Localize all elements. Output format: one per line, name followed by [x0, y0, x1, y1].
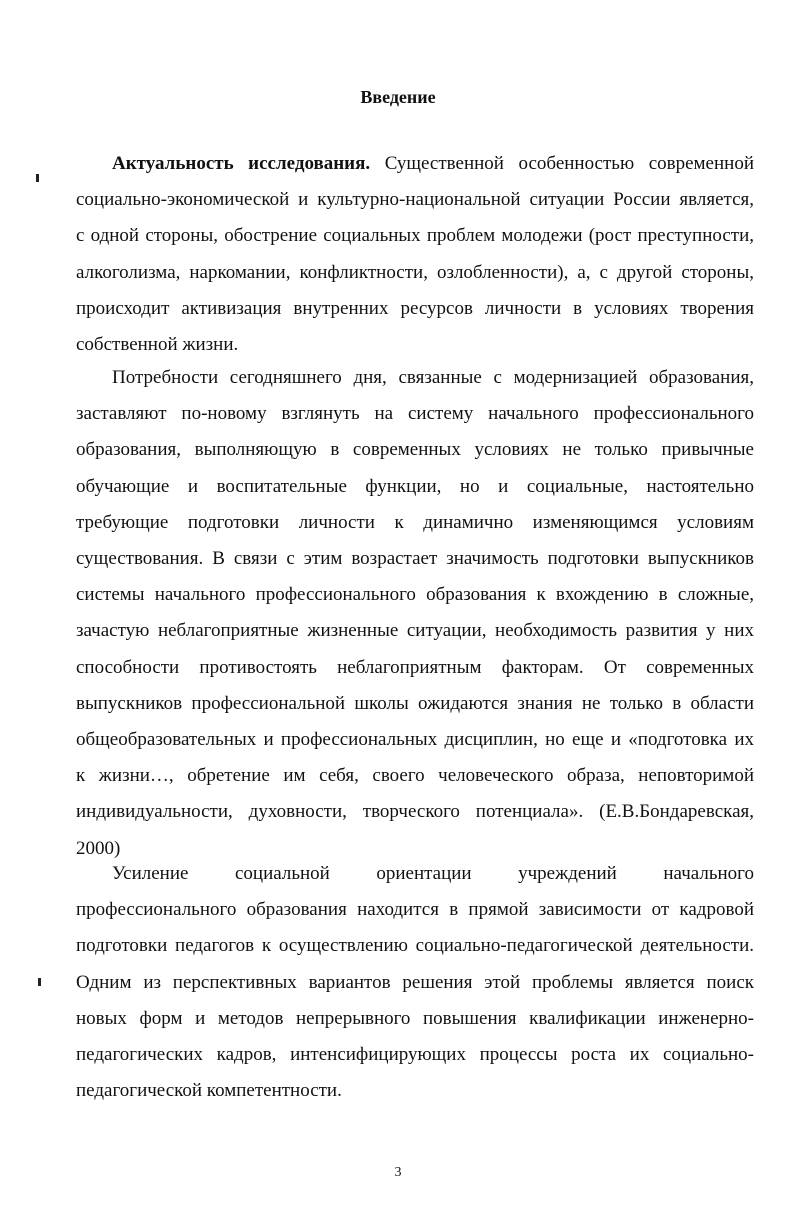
text-line: социально-экономической и культурно-национальной ситуации России является, — [76, 189, 754, 211]
text-line: зачастую неблагоприятные жизненные ситуации, необходимость развития у них — [76, 620, 754, 642]
paragraph-lead: Актуальность исследования. — [112, 153, 371, 174]
text-line: индивидуальности, духовности, творческого потенциала». (Е.В.Бондаревская, — [76, 801, 754, 823]
text-line: происходит активизация внутренних ресурсов личности в условиях творения — [76, 297, 754, 319]
page-number: 3 — [394, 1165, 402, 1180]
text-line: системы начального профессионального образования к вхождению в сложные, — [76, 584, 754, 606]
text-line: Усиление социальной ориентации учреждений начального — [112, 863, 754, 884]
text-line: с одной стороны, обострение социальных проблем молодежи (рост преступности, — [76, 225, 754, 247]
text-line: педагогических кадров, интенсифицирующих процессы роста их социально- — [76, 1044, 754, 1066]
text-line: требующие подготовки личности к динамично изменяющимся условиям — [76, 511, 754, 533]
text-line: подготовки педагогов к осуществлению социально-педагогической деятельности. — [76, 935, 754, 957]
text-line: образования, выполняющую в современных условиях не только привычные — [76, 439, 754, 461]
text-line: Потребности сегодняшнего дня, связанные с модернизацией образования, — [112, 367, 754, 388]
scan-artifact-mark — [38, 978, 41, 986]
paragraph-relevance — [76, 146, 754, 363]
text-line: Актуальность исследования. Существенной особенностью современной — [112, 153, 754, 174]
text-line: общеобразовательных и профессиональных дисциплин, но еще и «подготовка их — [76, 729, 754, 751]
text-line: Одним из перспективных вариантов решения этой проблемы является поиск — [76, 971, 754, 993]
paragraph-orientation — [76, 856, 754, 1109]
text-line: существования. В связи с этим возрастает значимость подготовки выпускников — [76, 548, 754, 570]
scan-artifact-mark — [36, 174, 39, 182]
text-line: способности противостоять неблагоприятным факторам. От современных — [76, 656, 754, 678]
text-line: к жизни…, обретение им себя, своего человеческого образа, неповторимой — [76, 765, 754, 787]
text-line: выпускников профессиональной школы ожидаются знания не только в области — [76, 692, 754, 714]
text-line: алкоголизма, наркомании, конфликтности, озлобленности), а, с другой стороны, — [76, 261, 754, 283]
section-heading: Введение — [360, 87, 436, 107]
text-line: собственной жизни. — [76, 334, 239, 356]
text-line: обучающие и воспитательные функции, но и социальные, настоятельно — [76, 475, 754, 497]
text-line: новых форм и методов непрерывного повышения квалификации инженерно- — [76, 1007, 754, 1029]
text-line: профессионального образования находится в прямой зависимости от кадровой — [76, 899, 754, 921]
text-line: заставляют по-новому взглянуть на систему начального профессионального — [76, 403, 754, 425]
text-line: 2000) — [76, 837, 121, 859]
text-line: педагогической компетентности. — [76, 1080, 342, 1102]
paragraph-needs — [76, 360, 754, 867]
